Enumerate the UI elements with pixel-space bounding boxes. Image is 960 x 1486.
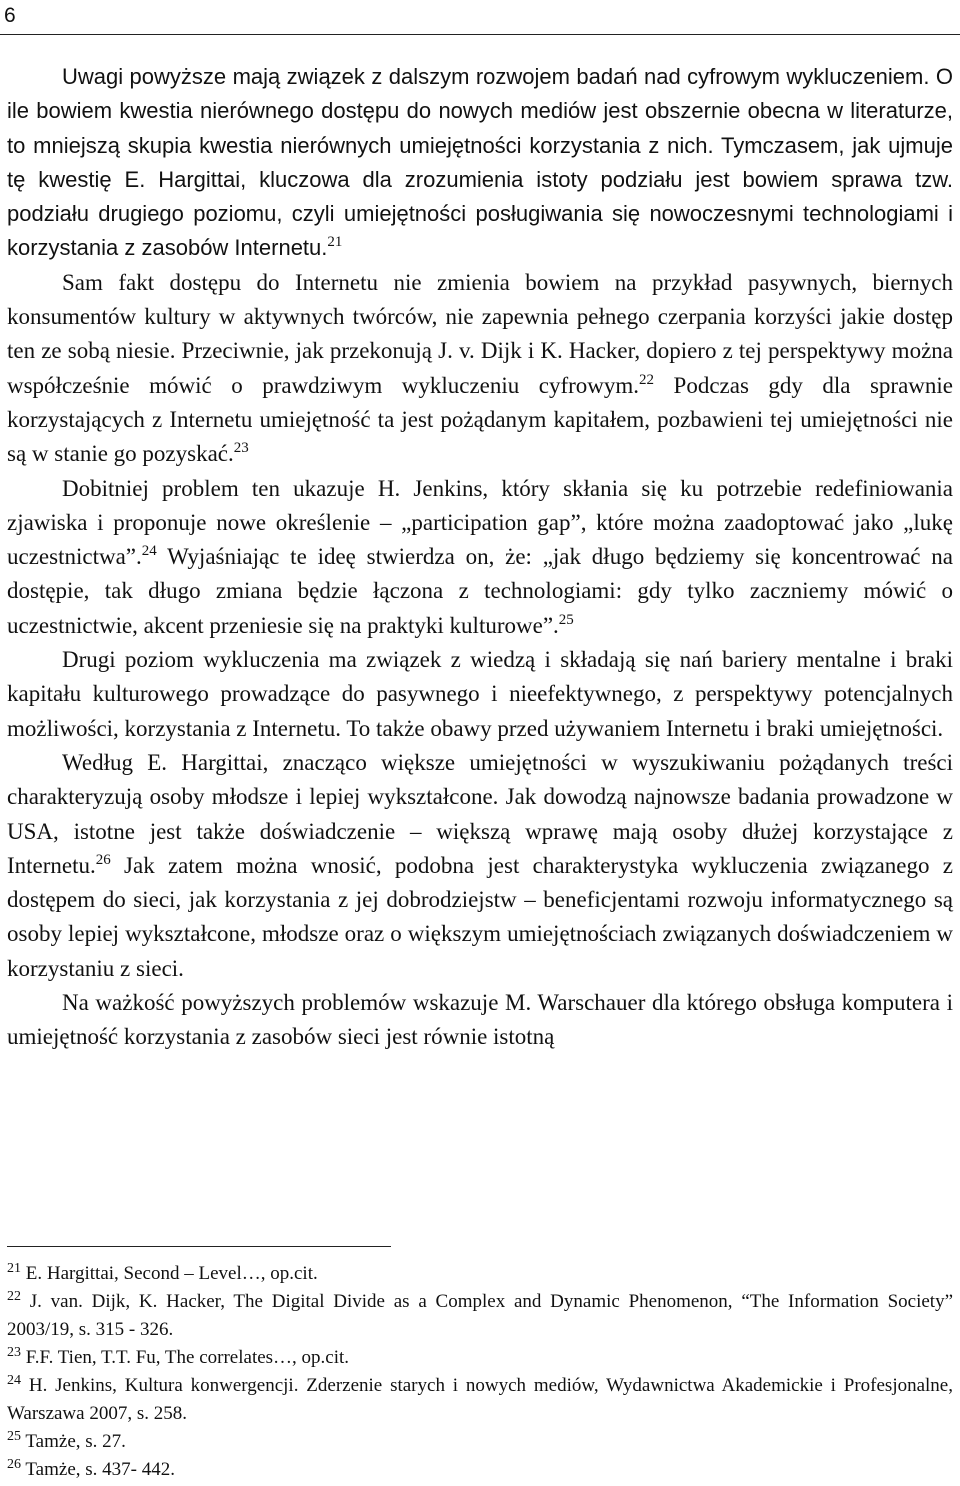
footnotes <box>7 1260 953 1484</box>
paragraph-text: Jak zatem można wnosić, podobna jest charakterystyka wykluczenia związanego z dostępem do sieci, jak korzystania z jej dobrodziejstw – beneficjentami rozwoju informatycznego są osoby lepiej wykształcone, młodsze oraz o większym umiejętnościach związanych doświadczeniem w korzystaniu z sieci. <box>7 852 953 981</box>
footnote-text: F.F. Tien, T.T. Fu, The correlates…, op.cit. <box>21 1347 350 1368</box>
paragraph-text: Według E. Hargittai, znacząco większe umiejętności w wyszukiwaniu pożądanych treści charakteryzują osoby młodsze i lepiej wykształcone. Jak dowodzą najnowsze badania prowadzone w USA, istotne jest także doświadczenie – większą wprawę mają osoby dłużej korzystające z Internetu. <box>7 749 953 878</box>
paragraph-text: Sam fakt dostępu do Internetu nie zmienia bowiem na przykład pasywnych, biernych konsumentów kultury w aktywnych twórców, nie zapewnia pełnego czerpania korzyści jakie dostęp ten ze sobą niesie. Przeciwnie, jak przekonują J. v. Dijk i K. Hacker, dopiero z tej perspektywy można współcześnie mówić o prawdziwym wykluczeniu cyfrowym. <box>7 269 953 398</box>
footnote-number: 23 <box>7 1345 21 1360</box>
footnote <box>7 1428 953 1456</box>
footnote-ref: 24 <box>141 543 157 560</box>
footnote-ref: 22 <box>639 371 655 388</box>
page-header <box>0 0 960 35</box>
paragraph <box>7 266 953 472</box>
paragraph-text: Na ważkość powyższych problemów wskazuje M. Warschauer dla którego obsługa komputera i umiejętność korzystania z zasobów sieci jest równie istotną <box>7 990 953 1050</box>
footnote-separator <box>7 1246 391 1247</box>
footnote-text: Tamże, s. 437- 442. <box>21 1459 175 1480</box>
footnote <box>7 1372 953 1428</box>
footnote-ref: 25 <box>558 611 574 628</box>
footnote <box>7 1456 953 1484</box>
paragraph <box>7 60 953 266</box>
footnote-number: 21 <box>7 1261 21 1276</box>
footnote-text: Tamże, s. 27. <box>21 1431 126 1452</box>
footnote-text: J. van. Dijk, K. Hacker, The Digital Divide as a Complex and Dynamic Phenomenon, “The Information Society” 2003/19, s. 315 - 326. <box>7 1291 953 1340</box>
paragraph <box>7 746 953 986</box>
footnote-ref: 23 <box>233 440 249 457</box>
paragraph <box>7 472 953 643</box>
paragraph-text: Drugi poziom wykluczenia ma związek z wiedzą i składają się nań bariery mentalne i braki kapitału kulturowego prowadzące do pasywnego i nieefektywnego, z perspektywy potencjalnych możliwości, korzystania z Internetu. To także obawy przed używaniem Internetu i braki umiejętności. <box>7 647 953 741</box>
paragraph-text: Podczas gdy dla sprawnie korzystających z Internetu umiejętność ta jest pożądanym kapitałem, pozbawieni tej umiejętności nie są w stanie go pozyskać. <box>7 372 953 467</box>
footnote-number: 25 <box>7 1429 21 1444</box>
footnote-text: E. Hargittai, Second – Level…, op.cit. <box>21 1263 318 1284</box>
footnote-ref: 26 <box>95 851 111 868</box>
paragraph <box>7 986 953 1055</box>
footnote-text: H. Jenkins, Kultura konwergencji. Zderzenie starych i nowych mediów, Wydawnictwa Akademickie i Profesjonalne, Warszawa 2007, s. 258. <box>7 1375 953 1424</box>
footnote-number: 22 <box>7 1289 21 1304</box>
body-text <box>7 60 953 1055</box>
paragraph-text: Wyjaśniając te ideę stwierdza on, że: „jak długo będziemy się koncentrować na dostępie, tak długo zmiana będzie łączona z technologiami: gdy tylko zaczniemy mówić o uczestnictwie, akcent przeniesie się na praktyki kulturowe”. <box>7 544 953 638</box>
paragraph-text: Dobitniej problem ten ukazuje H. Jenkins, który skłania się ku potrzebie redefiniowania zjawiska i proponuje nowe określenie – „participation gap”, które można zaadoptować jako „lukę uczestnictwa”. <box>7 475 953 570</box>
page-number: 6 <box>4 4 16 27</box>
paragraph-text: Uwagi powyższe mają związek z dalszym rozwojem badań nad cyfrowym wykluczeniem. O ile bowiem kwestia nierównego dostępu do nowych mediów jest obszernie obecna w literaturze, to mniejszą skupia kwestia nierównych umiejętności korzystania z nich. Tymczasem, jak ujmuje tę kwestię E. Hargittai, kluczowa dla zrozumienia istoty podziału jest bowiem sprawa tzw. podziału drugiego poziomu, czyli umiejętności posługiwania się nowoczesnymi technologiami i korzystania z zasobów Internetu. <box>7 64 953 261</box>
footnote <box>7 1344 953 1372</box>
footnote-ref: 21 <box>327 234 343 251</box>
footnote-number: 24 <box>7 1373 21 1388</box>
footnote <box>7 1260 953 1288</box>
footnote-number: 26 <box>7 1457 21 1472</box>
paragraph <box>7 643 953 746</box>
footnote <box>7 1288 953 1344</box>
